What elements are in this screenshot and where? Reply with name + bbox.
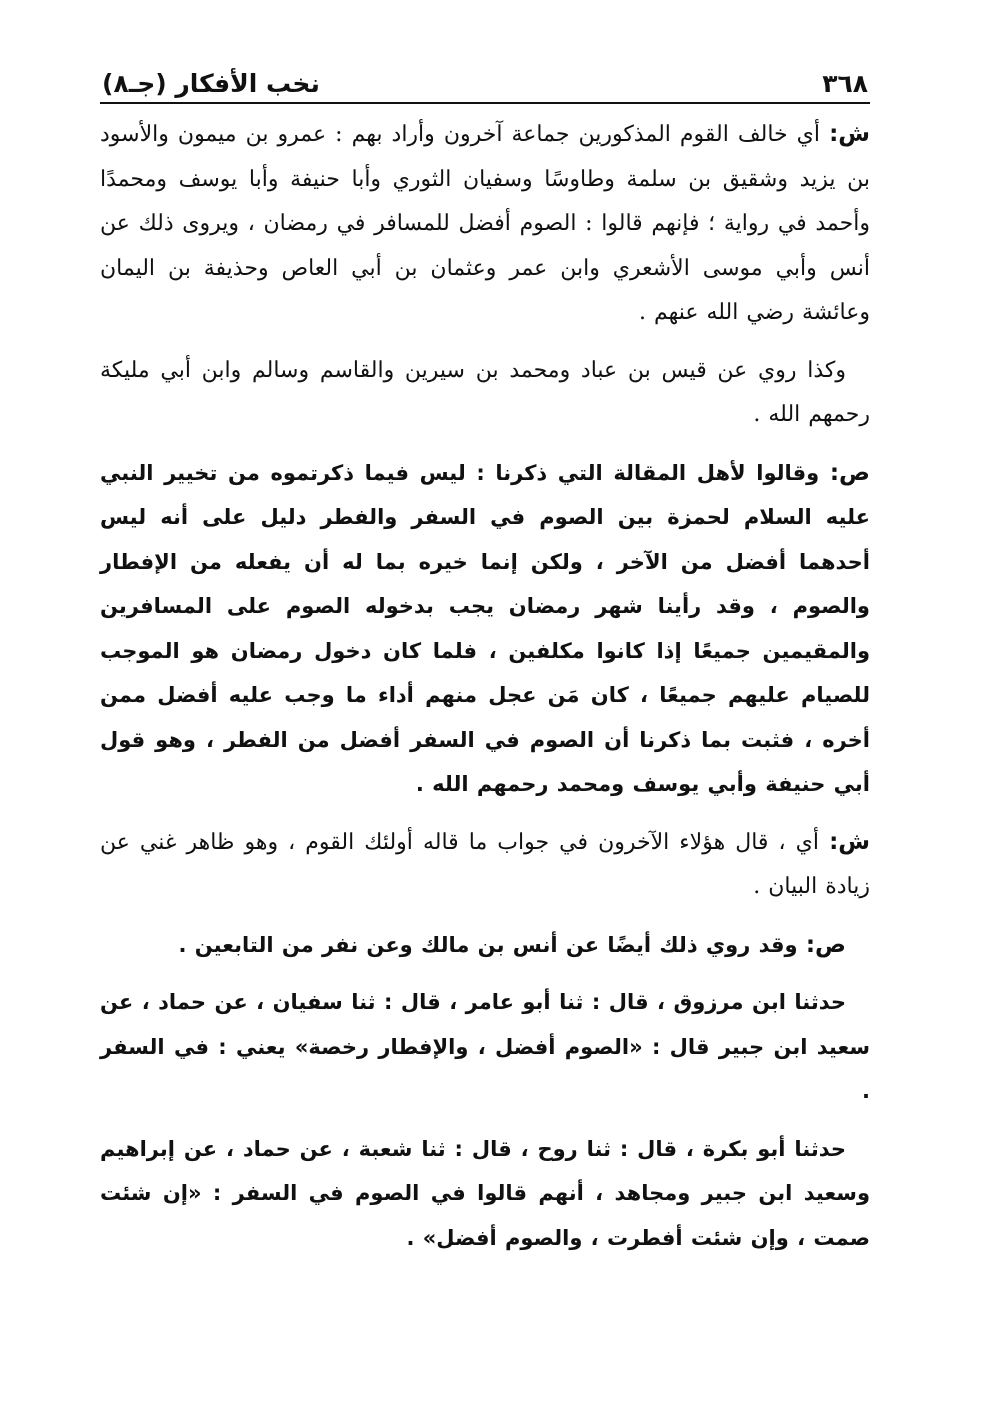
text-marker: ص: <box>805 931 846 958</box>
text-marker: ص: <box>829 459 870 486</box>
paragraph-narrators <box>100 349 870 438</box>
paragraph-commentary-2 <box>100 820 870 910</box>
paragraph-text: وكذا روي عن قيس بن عباد ومحمد بن سيرين والقاسم وسالم وابن أبي مليكة رحمهم الله . <box>100 357 870 427</box>
paragraph-text: حدثنا ابن مرزوق ، قال : ثنا أبو عامر ، قال : ثنا سفيان ، عن حماد ، عن سعيد ابن جبير قال : «الصوم أفضل ، والإفطار رخصة» يعني : في السفر . <box>100 990 870 1103</box>
header-rule <box>100 102 870 104</box>
paragraph-main-text-2 <box>100 923 870 968</box>
paragraph-text: أي ، قال هؤلاء الآخرون في جواب ما قاله أولئك القوم ، وهو ظاهر غني عن زيادة البيان . <box>100 829 870 899</box>
paragraph-commentary-1 <box>100 112 870 336</box>
paragraph-hadith-2 <box>100 1127 870 1261</box>
commentary-marker: ش: <box>829 121 870 147</box>
document-page <box>100 58 870 1273</box>
paragraph-text: وقالوا لأهل المقالة التي ذكرنا : ليس فيما ذكرتموه من تخيير النبي عليه السلام لحمزة بين الصوم في السفر والفطر دليل على أنه ليس أحدهما أفضل من الآخر ، ولكن إنما خيره بما له أن يفعله من الإفطار والصوم ، وقد رأينا شهر رمضان يجب بدخوله الصوم على المسافرين والمقيمين جميعًا إذا كانوا مكلفين ، فلما كان دخول رمضان هو الموجب للصيام عليهم جميعًا ، كان مَن عجل منهم أداء ما وجب عليه أفضل ممن أخره ، فثبت بما ذكرنا أن الصوم في السفر أفضل من الفطر ، وهو قول أبي حنيفة وأبي يوسف ومحمد رحمهم الله . <box>100 460 870 796</box>
paragraph-text: وقد روي ذلك أيضًا عن أنس بن مالك وعن نفر من التابعين . <box>178 932 806 957</box>
paragraph-hadith-1 <box>100 980 870 1114</box>
paragraph-text: حدثنا أبو بكرة ، قال : ثنا روح ، قال : ثنا شعبة ، عن حماد ، عن إبراهيم وسعيد ابن جبير ومجاهد ، أنهم قالوا في الصوم في السفر : «إن شئت صمت ، وإن شئت أفطرت ، والصوم أفضل» . <box>100 1136 870 1250</box>
book-title: نخب الأفكار (جـ٨) <box>102 69 320 98</box>
page-number: ٣٦٨ <box>822 69 868 98</box>
paragraph-main-text-1 <box>100 451 870 807</box>
page-header <box>100 58 870 102</box>
commentary-marker: ش: <box>829 828 870 855</box>
paragraph-text: أي خالف القوم المذكورين جماعة آخرون وأراد بهم : عمرو بن ميمون والأسود بن يزيد وشقيق بن سلمة وطاوسًا وسفيان الثوري وأبا حنيفة وأبا يوسف ومحمدًا وأحمد في رواية ؛ فإنهم قالوا : الصوم أفضل للمسافر في رمضان ، ويروى ذلك عن أنس وأبي موسى الأشعري وابن عمر وعثمان بن أبي العاص وحذيفة بن اليمان وعائشة رضي الله عنهم . <box>100 122 870 325</box>
